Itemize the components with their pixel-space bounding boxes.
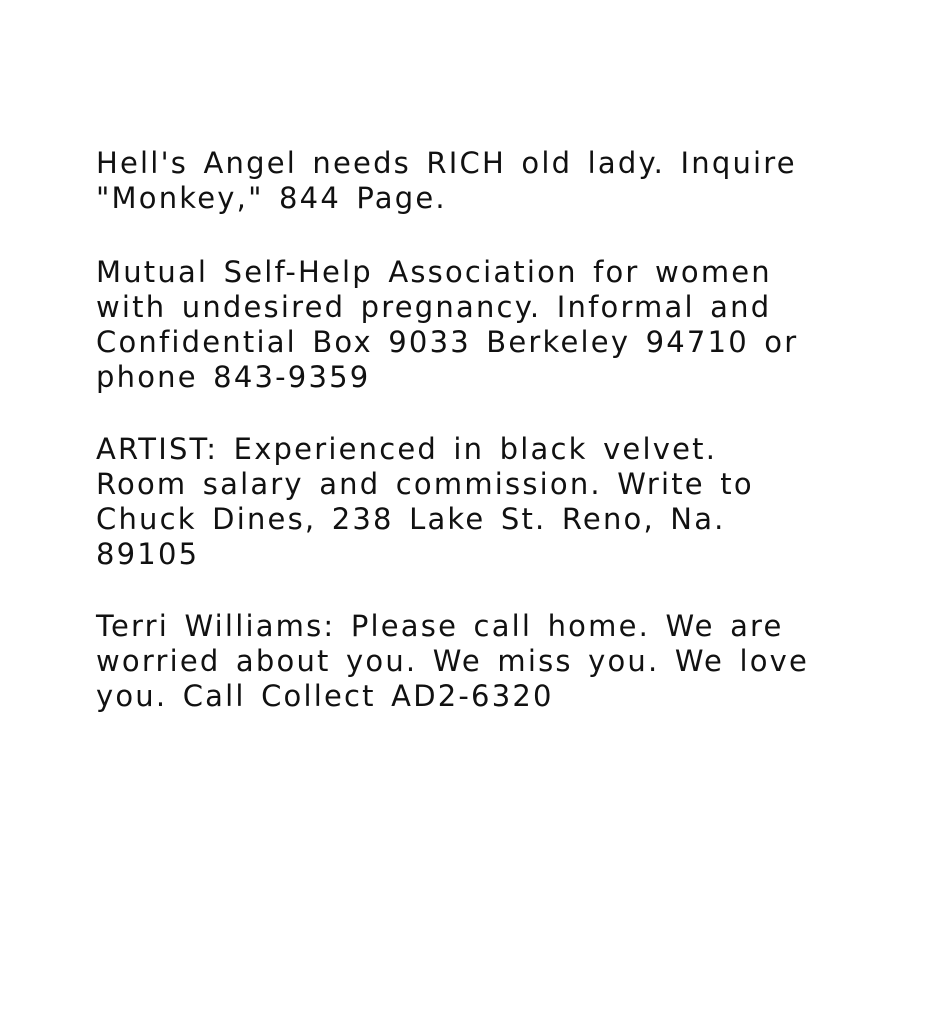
ad-line: worried about you. We miss you. We love <box>96 644 810 678</box>
ad-line: phone 843-9359 <box>96 360 371 394</box>
classified-ad-mutual-self-help <box>96 255 798 395</box>
ad-line: Confidential Box 9033 Berkeley 94710 or <box>96 325 799 359</box>
classified-ad-terri-williams <box>96 609 809 714</box>
ad-line: Terri Williams: Please call home. We are <box>96 609 784 643</box>
classified-ad-artist <box>96 432 754 572</box>
classified-ad-hells-angel <box>96 146 797 216</box>
ad-line: Hell's Angel needs RICH old lady. Inquire <box>96 146 797 180</box>
ad-line: Chuck Dines, 238 Lake St. Reno, Na. <box>96 502 726 536</box>
ad-line: ARTIST: Experienced in black velvet. <box>96 432 718 466</box>
ad-line: Room salary and commission. Write to <box>96 467 754 501</box>
ad-line: you. Call Collect AD2-6320 <box>96 679 554 713</box>
ad-line: "Monkey," 844 Page. <box>96 181 447 215</box>
ad-line: 89105 <box>96 537 200 571</box>
ad-line: Mutual Self-Help Association for women <box>96 255 772 289</box>
ad-line: with undesired pregnancy. Informal and <box>96 290 772 324</box>
